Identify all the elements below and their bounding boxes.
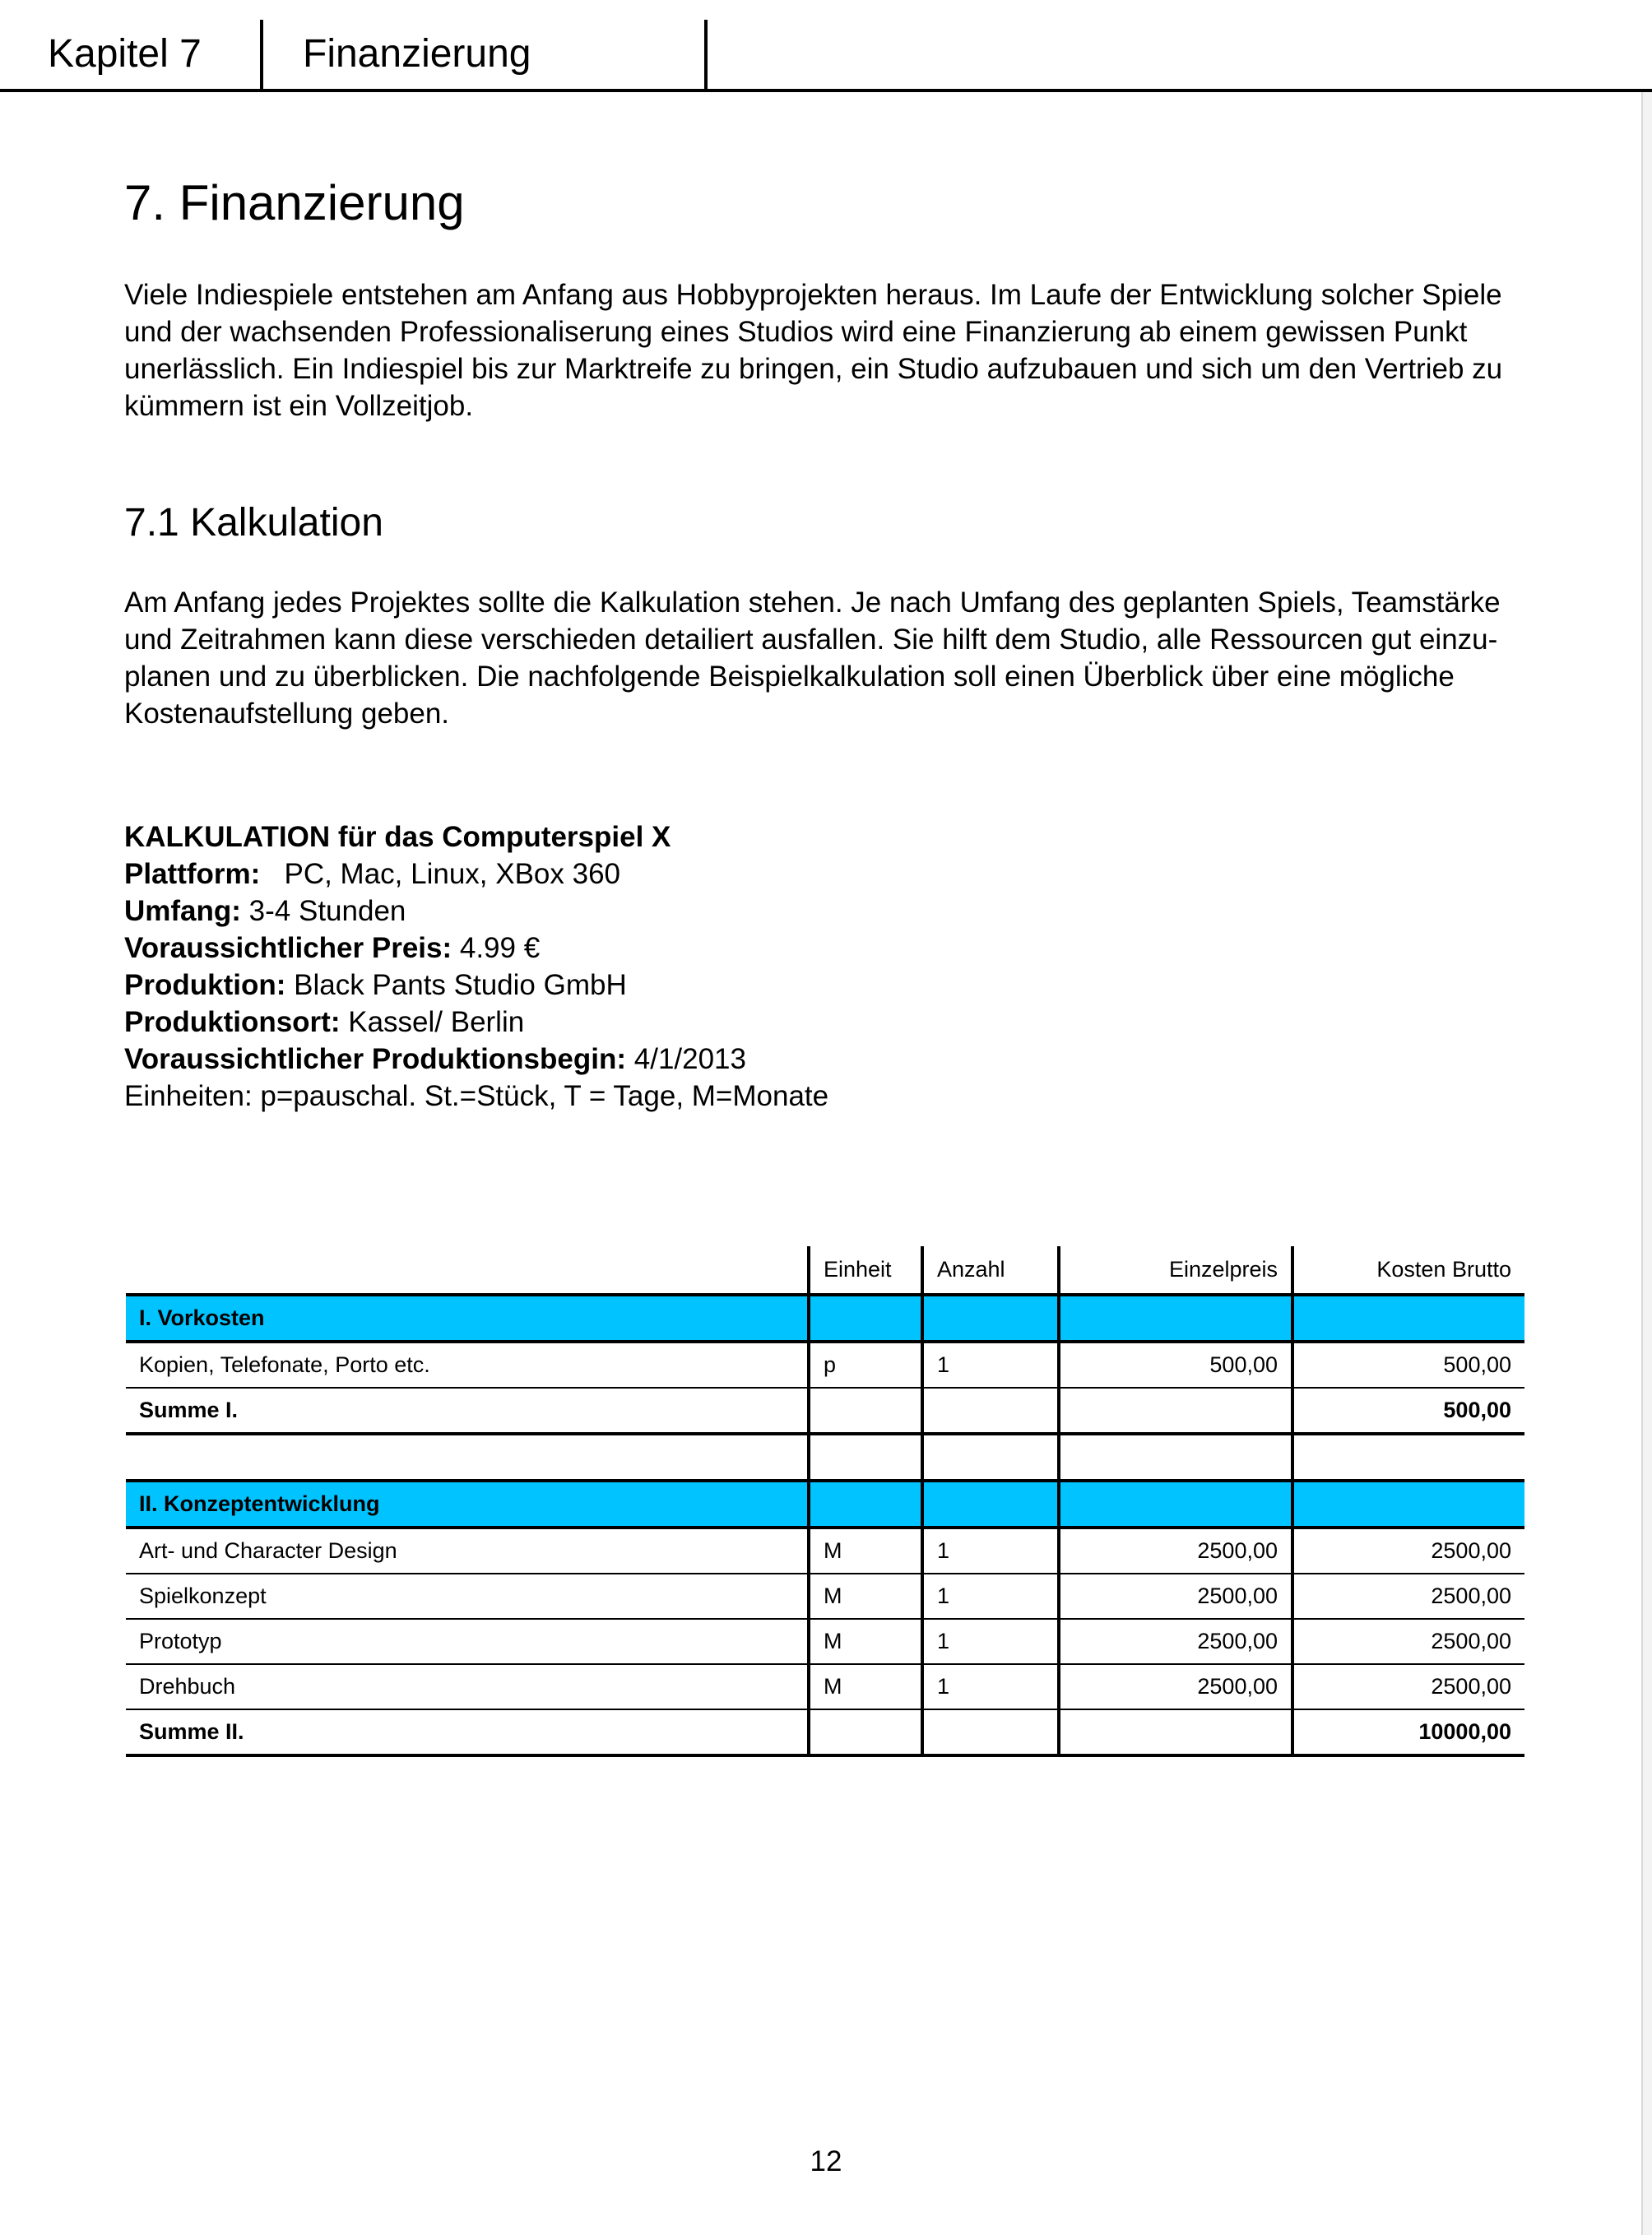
header-chapter: Kapitel 7 [48, 32, 202, 76]
table-cell [922, 1481, 1059, 1528]
table-cell [1059, 1434, 1292, 1481]
info-umfang [124, 893, 828, 930]
row-label: Art- und Character Design [126, 1528, 809, 1574]
info-plattform [124, 856, 828, 893]
table-cell [809, 1434, 922, 1481]
table-cell [1059, 1481, 1292, 1528]
preis-value: 4.99 € [459, 932, 541, 964]
page-number: 12 [810, 2145, 842, 2177]
page-edge [1641, 90, 1652, 2235]
table-row [126, 1619, 1524, 1664]
row-einzelpreis: 2500,00 [1059, 1664, 1292, 1709]
table-header-row [126, 1246, 1524, 1295]
row-label: Prototyp [126, 1619, 809, 1664]
row-kosten: 2500,00 [1292, 1664, 1524, 1709]
chapter-heading: 7. Finanzierung [124, 175, 465, 230]
intro-paragraph: Viele Indiespiele entstehen am Anfang aus Hobbyprojekten heraus. Im Laufe der Entwicklung solcher Spiele und der wachsenden Professionaliserung eines Studios wird eine Finanzierung ab einem gewissen Punkt unerlässlich. Ein Indiespiel bis zur Marktreife zu bringen, ein Studio aufzubauen und sich um den Vertrieb zu kümmern ist ein Vollzeitjob. [124, 279, 1503, 422]
header-divider [260, 20, 263, 92]
ort-label: Produktionsort: [124, 1006, 341, 1038]
info-beginn [124, 1041, 828, 1078]
spacer-row [126, 1434, 1524, 1481]
beginn-label: Voraussichtlicher Produktionsbegin: [124, 1043, 627, 1075]
row-einheit: M [809, 1574, 922, 1619]
header-title: Finanzierung [303, 32, 531, 76]
kalkulation-paragraph: Am Anfang jedes Projektes sollte die Kalkulation stehen. Je nach Umfang des geplanten Spiels, Teamstärke und Zeitrahmen kann diese verschieden detailiert ausfallen. Sie hilft dem Studio, alle Ressourcen gut einzu-planen und zu überblicken. Die nachfolgende Beispielkalkulation soll einen Überblick über eine mögliche Kostenaufstellung geben. [124, 587, 1501, 730]
ort-value: Kassel/ Berlin [348, 1006, 525, 1038]
sum-label: Summe I. [126, 1388, 809, 1434]
table-cell [126, 1434, 809, 1481]
produktion-value: Black Pants Studio GmbH [294, 969, 627, 1001]
row-anzahl: 1 [922, 1664, 1059, 1709]
table-row [126, 1342, 1524, 1388]
row-anzahl: 1 [922, 1619, 1059, 1664]
column-header: Kosten Brutto [1292, 1246, 1524, 1295]
info-title: KALKULATION für das Computerspiel X [124, 821, 671, 853]
info-ort [124, 1004, 828, 1041]
section-title: II. Konzeptentwicklung [126, 1481, 809, 1528]
table-cell [1292, 1295, 1524, 1342]
row-einzelpreis: 2500,00 [1059, 1528, 1292, 1574]
row-einheit: M [809, 1664, 922, 1709]
info-preis [124, 930, 828, 967]
plattform-label: Plattform: [124, 858, 261, 890]
row-einzelpreis: 2500,00 [1059, 1574, 1292, 1619]
table-cell [1059, 1388, 1292, 1434]
umfang-value: 3-4 Stunden [248, 895, 406, 927]
table-cell [809, 1388, 922, 1434]
table-cell [809, 1481, 922, 1528]
table-cell [1292, 1434, 1524, 1481]
row-label: Drehbuch [126, 1664, 809, 1709]
row-einheit: M [809, 1619, 922, 1664]
row-kosten: 2500,00 [1292, 1619, 1524, 1664]
preis-label: Voraussichtlicher Preis: [124, 932, 452, 964]
table-cell [922, 1388, 1059, 1434]
row-label: Kopien, Telefonate, Porto etc. [126, 1342, 809, 1388]
info-title-line [124, 818, 828, 856]
plattform-value: PC, Mac, Linux, XBox 360 [284, 858, 621, 890]
table-row [126, 1528, 1524, 1574]
umfang-label: Umfang: [124, 895, 241, 927]
header-cell-empty [126, 1246, 809, 1295]
section-heading: 7.1 Kalkulation [124, 501, 383, 545]
sum-value: 500,00 [1292, 1388, 1524, 1434]
calculation-table [126, 1246, 1524, 1757]
sum-row [126, 1388, 1524, 1434]
calculation-info [124, 818, 828, 1115]
info-produktion [124, 967, 828, 1004]
row-kosten: 2500,00 [1292, 1574, 1524, 1619]
section-title: I. Vorkosten [126, 1295, 809, 1342]
table-cell [922, 1434, 1059, 1481]
info-einheiten: Einheiten: p=pauschal. St.=Stück, T = Tage, M=Monate [124, 1080, 829, 1112]
section-row [126, 1481, 1524, 1528]
column-header: Einzelpreis [1059, 1246, 1292, 1295]
column-header: Anzahl [922, 1246, 1059, 1295]
table-cell [1292, 1481, 1524, 1528]
row-anzahl: 1 [922, 1342, 1059, 1388]
section-row [126, 1295, 1524, 1342]
row-einheit: p [809, 1342, 922, 1388]
table-row [126, 1574, 1524, 1619]
table-cell [1059, 1709, 1292, 1755]
header-divider [704, 20, 708, 92]
row-label: Spielkonzept [126, 1574, 809, 1619]
row-einzelpreis: 500,00 [1059, 1342, 1292, 1388]
produktion-label: Produktion: [124, 969, 286, 1001]
table-cell [922, 1295, 1059, 1342]
table-row [126, 1664, 1524, 1709]
table-cell [809, 1295, 922, 1342]
sum-label: Summe II. [126, 1709, 809, 1755]
row-kosten: 500,00 [1292, 1342, 1524, 1388]
beginn-value: 4/1/2013 [633, 1043, 746, 1075]
row-kosten: 2500,00 [1292, 1528, 1524, 1574]
table-cell [809, 1709, 922, 1755]
row-anzahl: 1 [922, 1528, 1059, 1574]
row-einheit: M [809, 1528, 922, 1574]
table-cell [1059, 1295, 1292, 1342]
column-header: Einheit [809, 1246, 922, 1295]
table-cell [922, 1709, 1059, 1755]
row-anzahl: 1 [922, 1574, 1059, 1619]
header-rule [0, 89, 1652, 92]
running-header [0, 0, 1652, 92]
sum-row [126, 1709, 1524, 1755]
row-einzelpreis: 2500,00 [1059, 1619, 1292, 1664]
sum-value: 10000,00 [1292, 1709, 1524, 1755]
